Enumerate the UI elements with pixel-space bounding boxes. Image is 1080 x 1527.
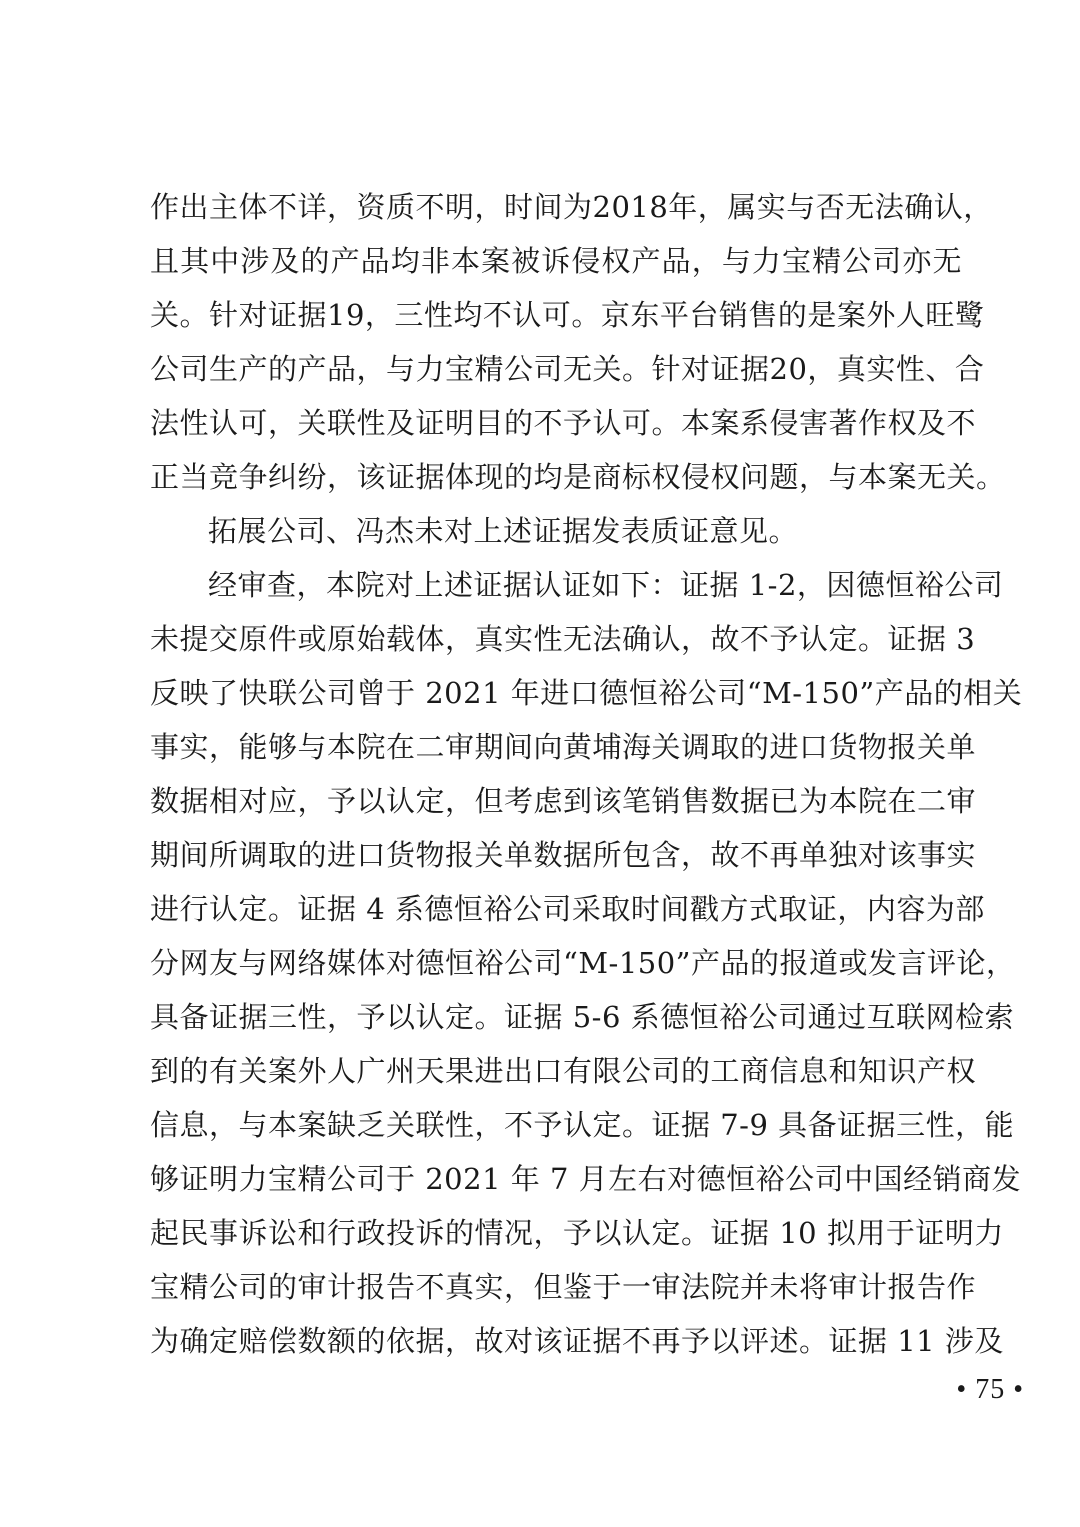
text-line: 关。针对证据19，三性均不认可。京东平台销售的是案外人旺鹭 (150, 298, 985, 332)
text-line: 为确定赔偿数额的依据，故对该证据不再予以评述。证据 11 涉及 (150, 1324, 1004, 1358)
document-body (150, 180, 1023, 1368)
text-line: 到的有关案外人广州天果进出口有限公司的工商信息和知识产权 (150, 1054, 977, 1088)
text-line: 信息，与本案缺乏关联性，不予认定。证据 7-9 具备证据三性，能 (150, 1108, 1015, 1142)
text-line: 正当竞争纠纷，该证据体现的均是商标权侵权问题，与本案无关。 (150, 460, 1006, 494)
text-line: 且其中涉及的产品均非本案被诉侵权产品，与力宝精公司亦无 (150, 244, 962, 278)
text-line: 未提交原件或原始载体，真实性无法确认，故不予认定。证据 3 (150, 622, 976, 656)
text-line: 起民事诉讼和行政投诉的情况，予以认定。证据 10 拟用于证明力 (150, 1216, 1004, 1250)
paragraph-2 (150, 504, 962, 558)
text-line: 作出主体不详，资质不明，时间为2018年，属实与否无法确认， (150, 190, 993, 224)
text-line: 经审查，本院对上述证据认证如下：证据 1-2，因德恒裕公司 (208, 568, 1004, 602)
text-line: 宝精公司的审计报告不真实，但鉴于一审法院并未将审计报告作 (150, 1270, 977, 1304)
text-line: 期间所调取的进口货物报关单数据所包含，故不再单独对该事实 (150, 838, 977, 872)
text-line: 法性认可，关联性及证明目的不予认可。本案系侵害著作权及不 (150, 406, 977, 440)
text-line: 够证明力宝精公司于 2021 年 7 月左右对德恒裕公司中国经销商发 (150, 1162, 1022, 1196)
text-line: 事实，能够与本院在二审期间向黄埔海关调取的进口货物报关单 (150, 730, 977, 764)
page-number: • 75 • (956, 1374, 1024, 1405)
text-line: 拓展公司、冯杰未对上述证据发表质证意见。 (208, 514, 799, 548)
text-line: 分网友与网络媒体对德恒裕公司“M-150”产品的报道或发言评论， (150, 946, 1016, 980)
text-line: 进行认定。证据 4 系德恒裕公司采取时间戳方式取证，内容为部 (150, 892, 985, 926)
paragraph-3 (150, 558, 1023, 1368)
paragraph-1 (150, 180, 1006, 504)
text-line: 反映了快联公司曾于 2021 年进口德恒裕公司“M-150”产品的相关 (150, 676, 1023, 710)
text-line: 具备证据三性，予以认定。证据 5-6 系德恒裕公司通过互联网检索 (150, 1000, 1015, 1034)
text-line: 公司生产的产品，与力宝精公司无关。针对证据20，真实性、合 (150, 352, 985, 386)
text-line: 数据相对应，予以认定，但考虑到该笔销售数据已为本院在二审 (150, 784, 977, 818)
